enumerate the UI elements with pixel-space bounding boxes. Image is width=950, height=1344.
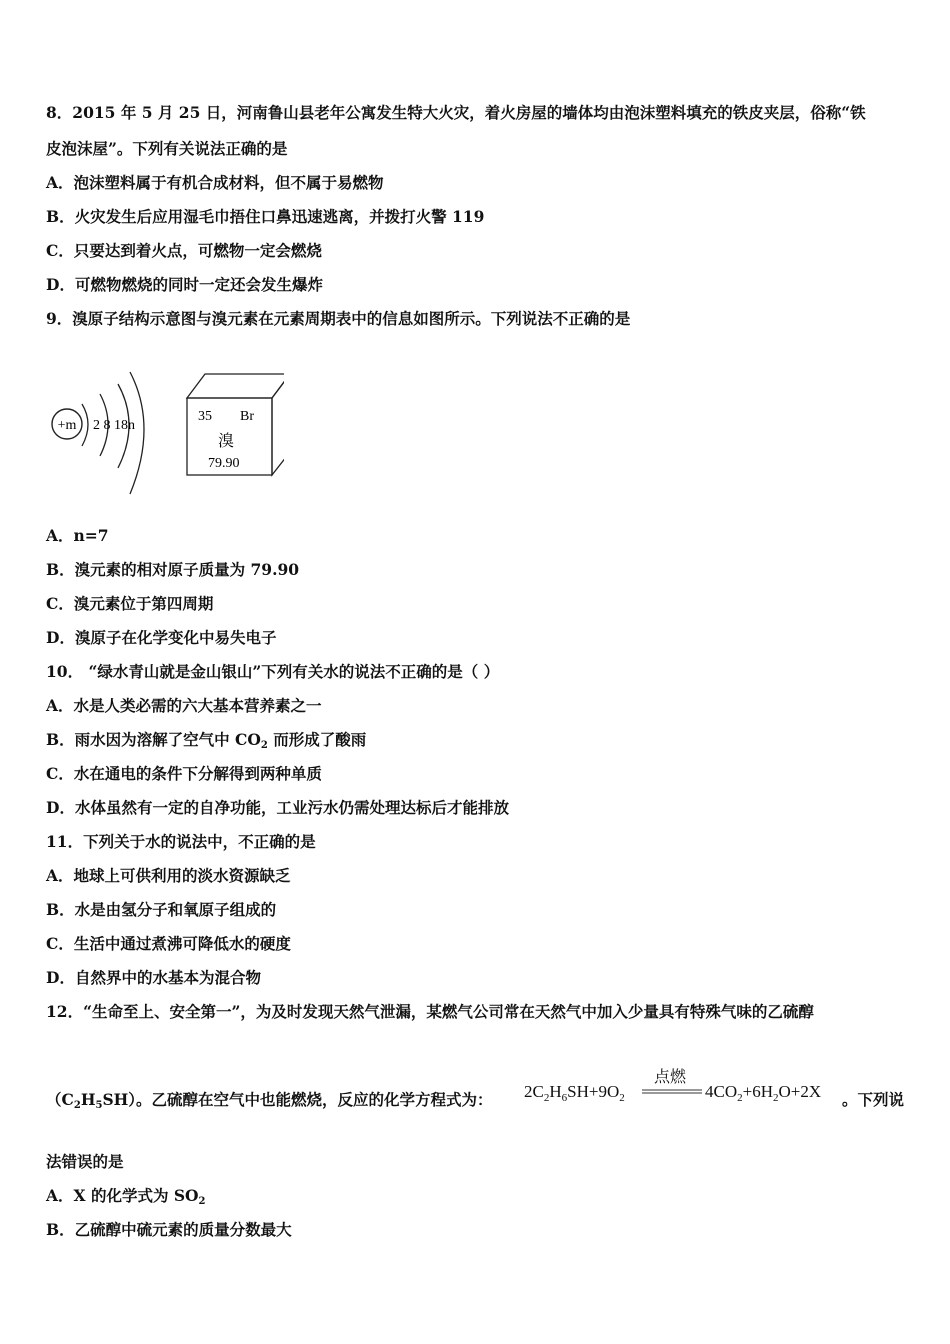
q11-option-c: C．生活中通过煮沸可降低水的硬度 <box>46 934 291 953</box>
q10-option-d: D．水体虽然有一定的自净功能，工业污水仍需处理达标后才能排放 <box>46 798 509 817</box>
nucleus-charge: +m <box>57 418 77 433</box>
q12-option-a: A．X 的化学式为 $SO_2$ <box>46 1186 206 1207</box>
atom-structure-diagram <box>52 372 144 494</box>
q11-option-b: B．水是由氢分子和氧原子组成的 <box>46 900 277 919</box>
chemical-equation-reactants: $2C_2H_6SH+9O_2$ <box>524 1082 625 1104</box>
chemical-equation-products: $4CO_2+6H_2O+2X$ <box>705 1082 822 1104</box>
q10-option-a: A．水是人类必需的六大基本营养素之一 <box>46 696 322 715</box>
q8-option-d: D．可燃物燃烧的同时一定还会发生爆炸 <box>46 275 323 294</box>
q12-stem-tail: 。下列说 <box>842 1090 905 1109</box>
shell-electron-counts: 2 8 18n <box>93 418 135 433</box>
q9-option-b: B．溴元素的相对原子质量为 79.90 <box>46 560 300 579</box>
q8-option-a: A．泡沫塑料属于有机合成材料，但不属于易燃物 <box>46 173 384 192</box>
element-name: 溴 <box>218 431 235 450</box>
q9-option-a: A．n=7 <box>46 526 109 545</box>
q12-stem-line3: 法错误的是 <box>46 1152 124 1171</box>
q9-stem: 9．溴原子结构示意图与溴元素在元素周期表中的信息如图所示。下列说法不正确的是 <box>46 309 631 328</box>
bromine-figure <box>44 368 284 503</box>
reaction-double-line <box>642 1088 704 1096</box>
q9-option-d: D．溴原子在化学变化中易失电子 <box>46 628 277 647</box>
q9-option-c: C．溴元素位于第四周期 <box>46 594 214 613</box>
q11-option-a: A．地球上可供利用的淡水资源缺乏 <box>46 866 291 885</box>
atomic-number: 35 <box>198 409 212 424</box>
q8-stem-line2: 皮泡沫屋”。下列有关说法正确的是 <box>46 139 288 158</box>
q12-stem-line1: 12．“生命至上、安全第一”，为及时发现天然气泄漏，某燃气公司常在天然气中加入少量具有特殊气味的乙硫醇 <box>46 1002 814 1021</box>
q11-option-d: D．自然界中的水基本为混合物 <box>46 968 261 987</box>
q10-option-c: C．水在通电的条件下分解得到两种单质 <box>46 764 322 783</box>
q12-option-b: B．乙硫醇中硫元素的质量分数最大 <box>46 1220 292 1239</box>
electron-shell-1 <box>82 404 88 446</box>
periodic-table-cell <box>187 374 284 475</box>
element-symbol: Br <box>240 409 254 424</box>
ethanethiol-formula: $(C_2H_5SH)$ <box>46 1090 137 1111</box>
q12-stem-line2: $(C_2H_5SH)$。乙硫醇在空气中也能燃烧，反应的化学方程式为： <box>46 1090 493 1111</box>
q10-option-b: B．雨水因为溶解了空气中 $CO_2$ 而形成了酸雨 <box>46 730 367 751</box>
q8-option-c: C．只要达到着火点，可燃物一定会燃烧 <box>46 241 322 260</box>
q8-stem-line1: 8．2015 年 5 月 25 日，河南鲁山县老年公寓发生特大火灾，着火房屋的墙体均由泡沫塑料填充的铁皮夹层，俗称“铁 <box>46 103 866 122</box>
reaction-condition: 点燃 <box>654 1067 687 1086</box>
atomic-mass: 79.90 <box>208 456 240 471</box>
q10-stem: 10． “绿水青山就是金山银山”下列有关水的说法不正确的是（ ） <box>46 662 500 681</box>
q11-stem: 11．下列关于水的说法中，不正确的是 <box>46 832 316 851</box>
q8-option-b: B．火灾发生后应用湿毛巾捂住口鼻迅速逃离，并拨打火警 119 <box>46 207 485 226</box>
electron-shell-4 <box>130 372 144 494</box>
